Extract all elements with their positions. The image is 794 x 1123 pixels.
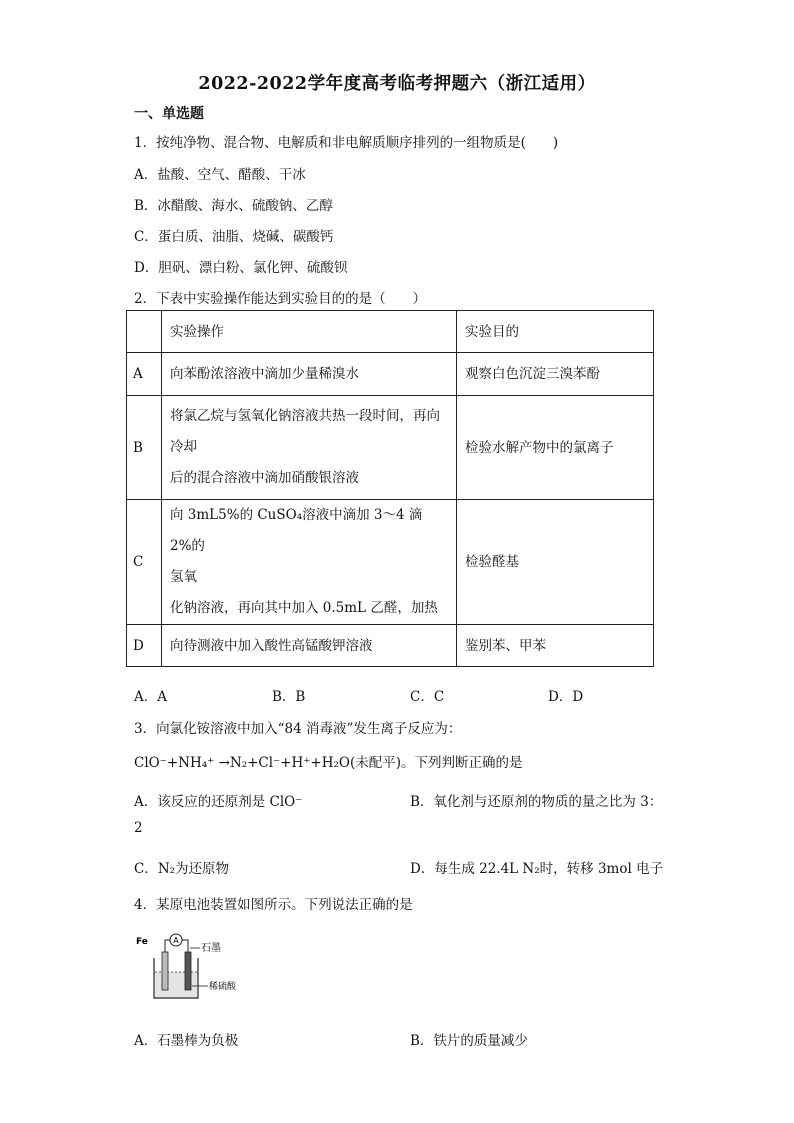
- operation-line: 将氯乙烷与氢氧化钠溶液共热一段时间，再向: [170, 408, 440, 424]
- q2-option-b: B．B: [272, 689, 306, 705]
- table-header-cell: 实验操作: [162, 311, 457, 353]
- operation-line: 冷却: [170, 439, 197, 455]
- table-row: [127, 625, 654, 667]
- operation-line: 后的混合溶液中滴加硝酸银溶液: [170, 470, 359, 486]
- iron-electrode: [162, 952, 168, 990]
- q1-option-d: D．胆矾、漂白粉、氯化钾、硫酸钡: [134, 260, 348, 276]
- row-operation: [162, 396, 457, 500]
- q1-option-c: C．蛋白质、油脂、烧碱、碳酸钙: [134, 229, 334, 245]
- q3-option-d: D．每生成 22.4L N₂时，转移 3mol 电子: [410, 861, 664, 877]
- graphite-electrode: [185, 952, 191, 990]
- table-header-row: [127, 311, 654, 353]
- q2-option-a: A．A: [134, 689, 167, 705]
- operation-line: 向苯酚浓溶液中滴加少量稀溴水: [170, 366, 359, 382]
- q4-option-b: B．铁片的质量减少: [410, 1033, 528, 1049]
- galvanic-cell-diagram: [132, 932, 252, 1004]
- operation-line: 氢氧: [170, 569, 197, 585]
- table-header-cell: [127, 311, 162, 353]
- table-row: [127, 353, 654, 396]
- section-heading: 一、单选题: [134, 106, 204, 122]
- row-goal: 观察白色沉淀三溴苯酚: [457, 353, 654, 396]
- q2-stem: 2．下表中实验操作能达到实验目的的是（ ）: [134, 291, 427, 307]
- row-goal: 鉴别苯、甲苯: [457, 625, 654, 667]
- q3-equation-line: [134, 751, 523, 771]
- row-operation: [162, 353, 457, 396]
- galvanic-cell-svg: [132, 932, 252, 1004]
- row-label: A: [127, 353, 162, 396]
- q3-option-c: C．N₂为还原物: [134, 861, 230, 877]
- acid-label: 稀硫酸: [209, 982, 237, 992]
- row-goal: 检验水解产物中的氯离子: [457, 396, 654, 500]
- ionic-equation: ClO⁻+NH₄⁺ →N₂+Cl⁻+H⁺+H₂O: [134, 755, 350, 771]
- row-label: B: [127, 396, 162, 500]
- q3-option-b: B．氧化剂与还原剂的物质的量之比为 3：: [410, 794, 663, 810]
- table-row: [127, 500, 654, 625]
- row-label: D: [127, 625, 162, 667]
- q2-option-c: C．C: [410, 689, 445, 705]
- row-label: C: [127, 500, 162, 625]
- q3-option-b-continued: 2: [134, 820, 143, 836]
- q2-option-d: D．D: [548, 689, 584, 705]
- table-row: [127, 396, 654, 500]
- graphite-label: 石墨: [201, 943, 221, 954]
- equation-tail: (未配平)。下列判断正确的是: [349, 755, 523, 771]
- ammeter-label: A: [173, 936, 179, 945]
- q1-stem: 1．按纯净物、混合物、电解质和非电解质顺序排列的一组物质是( ): [134, 135, 559, 151]
- q1-option-b: B．冰醋酸、海水、硫酸钠、乙醇: [134, 198, 333, 214]
- q4-option-a: A．石墨棒为负极: [134, 1033, 239, 1049]
- operation-line: 化钠溶液，再向其中加入 0.5mL 乙醛，加热: [170, 600, 438, 616]
- operation-line: 向待测液中加入酸性高锰酸钾溶液: [170, 637, 373, 654]
- operation-line: 向 3mL5%的 CuSO₄溶液中滴加 3～4 滴 2%的: [170, 507, 423, 554]
- page-title: 2022-2022学年度高考临考押题六（浙江适用）: [198, 74, 596, 94]
- q4-stem: 4．某原电池装置如图所示。下列说法正确的是: [134, 897, 413, 913]
- row-operation: [162, 625, 457, 667]
- fe-label: Fe: [136, 937, 148, 947]
- row-operation: [162, 500, 457, 625]
- row-goal: 检验醛基: [457, 500, 654, 625]
- experiment-table: [126, 310, 654, 667]
- table-header-cell: 实验目的: [457, 311, 654, 353]
- q3-stem: 3．向氯化铵溶液中加入“84 消毒液”发生离子反应为：: [134, 721, 462, 737]
- q3-option-a: A．该反应的还原剂是 ClO⁻: [134, 794, 303, 810]
- q1-option-a: A．盐酸、空气、醋酸、干冰: [134, 167, 306, 183]
